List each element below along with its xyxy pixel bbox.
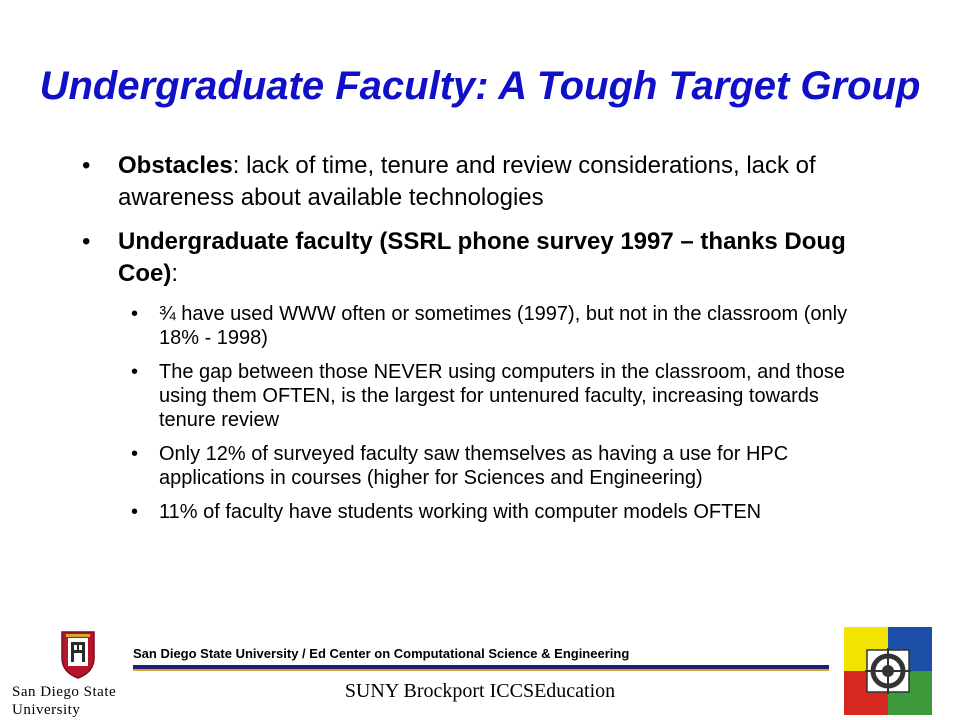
sub-bullet-text: Only 12% of surveyed faculty saw themselves as having a use for HPC applications in courses (higher for Sciences and Engineering) [159,443,789,489]
bullet-dot: • [82,228,91,255]
slide-title: Undergraduate Faculty: A Tough Target Group [39,64,921,108]
footer-caption: SUNY Brockport ICCSEducation [344,680,616,702]
bullet-dot: • [82,152,91,179]
sub-bullet [82,360,862,432]
bullet-dot: • [131,303,139,325]
university-name-line2: University [12,702,81,718]
bullet-text: : lack of time, tenure and review considerations, lack of awareness about available technologies [118,152,816,211]
bullet-text: : [171,260,179,287]
university-name-line1: San Diego State [12,684,117,700]
footer-rule-accent [133,669,829,671]
bullet-lead: Obstacles [118,152,233,179]
bullet-dot: • [131,501,139,523]
sub-bullet-text: 11% of faculty have students working with computer models OFTEN [159,501,762,523]
sub-bullet-text: ¾ have used WWW often or sometimes (1997), but not in the classroom (only 18% - 1998) [159,303,848,349]
sdsu-seal-icon [58,628,98,680]
bullet-lead: Undergraduate faculty (SSRL phone survey 1997 – thanks Doug Coe) [118,228,846,287]
bullet-dot: • [131,443,139,465]
sub-bullet-text: The gap between those NEVER using computers in the classroom, and those using them OFTEN, is the largest for untenured faculty, increasing towards tenure review [159,361,845,431]
sub-bullet [82,500,862,524]
sub-bullet [82,302,862,350]
footer-org-line: San Diego State University / Ed Center on Computational Science & Engineering [133,646,630,661]
bullet-dot: • [131,361,139,383]
slide-body [82,150,862,534]
bullet-undergraduate-faculty [82,226,862,290]
sub-bullet [82,442,862,490]
center-logo-icon [843,626,933,716]
bullet-obstacles [82,150,862,214]
